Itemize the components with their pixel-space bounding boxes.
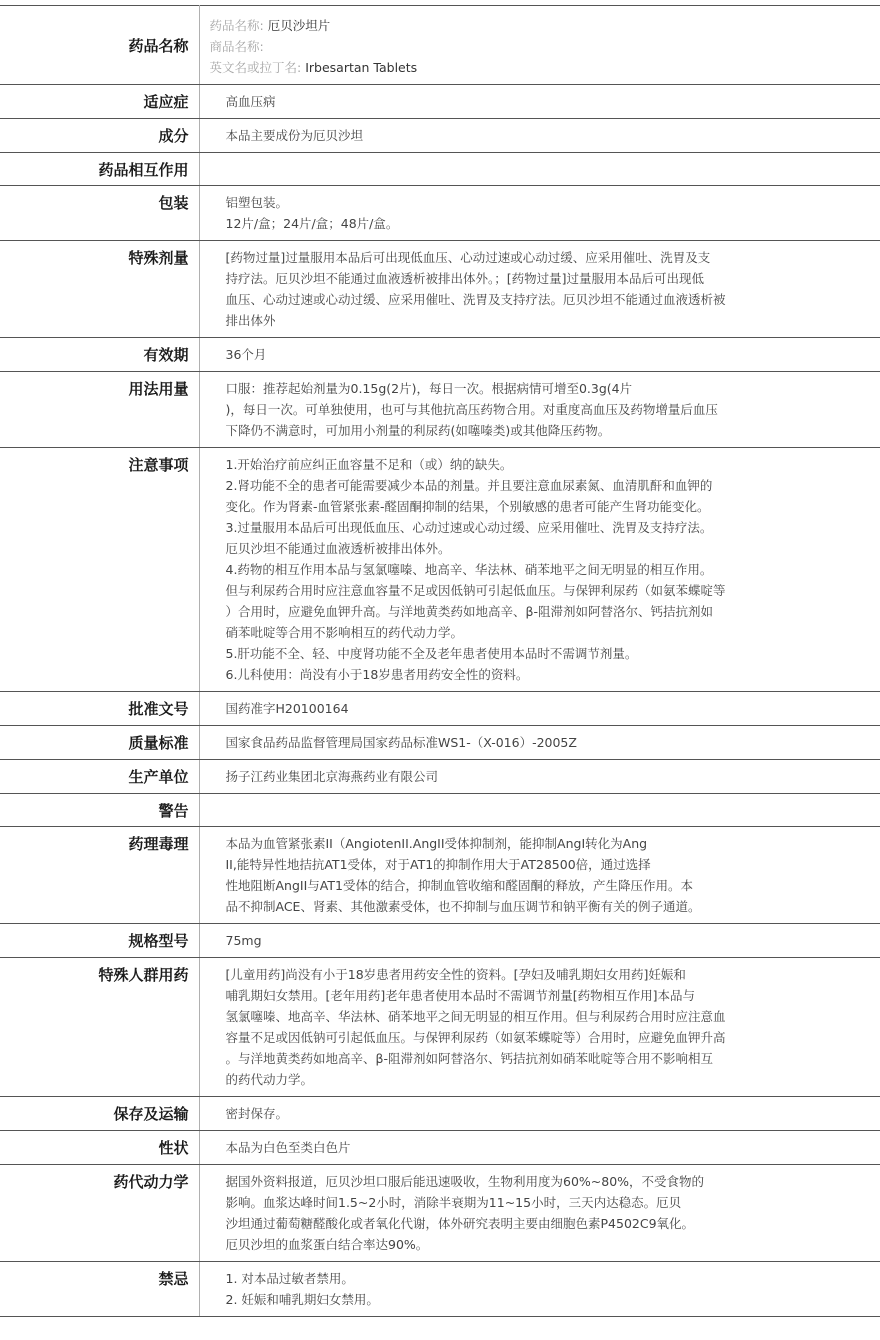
text-line: 氢氯噻嗪、地高辛、华法林、硝苯地平之间无明显的相互作用。但与利尿药合用时应注意血 [225, 1009, 726, 1024]
text-line: 下降仍不满意时，可加用小剂量的利尿药(如噻嗪类)或其他降压药物。 [225, 423, 611, 438]
value-dosage [199, 372, 880, 448]
row-manufacturer [0, 760, 880, 794]
value-quality [199, 726, 880, 760]
value-pharmacokinetics [199, 1165, 880, 1262]
row-storage [0, 1097, 880, 1131]
text-line: 2. 妊娠和哺乳期妇女禁用。 [225, 1292, 379, 1307]
text-line: 排出体外 [225, 313, 276, 328]
label-pharmacokinetics: 药代动力学 [0, 1165, 199, 1262]
label-storage: 保存及运输 [0, 1097, 199, 1131]
label-packaging: 包装 [0, 186, 199, 241]
generic-name-key: 药品名称: [209, 18, 264, 33]
label-pharmacology: 药理毒理 [0, 827, 199, 924]
text-line: 口服：推荐起始剂量为0.15g(2片)，每日一次。根据病情可增至0.3g(4片 [225, 381, 633, 396]
value-shelf-life [199, 338, 880, 372]
value-interactions [199, 153, 880, 186]
row-precautions [0, 448, 880, 692]
text-line: 性地阻断AngII与AT1受体的结合，抑制血管收缩和醛固酮的释放，产生降压作用。本 [225, 878, 693, 893]
value-indication [199, 85, 880, 119]
row-contraindications [0, 1262, 880, 1317]
text-line: 据国外资料报道，厄贝沙坦口服后能迅速吸收，生物利用度为60%~80%，不受食物的 [225, 1174, 705, 1189]
value-overdose [199, 241, 880, 338]
text-line: 2.肾功能不全的患者可能需要减少本品的剂量。并且要注意血尿素氮、血清肌酐和血钾的 [225, 478, 713, 493]
value-pharmacology [199, 827, 880, 924]
value-appearance [199, 1131, 880, 1165]
text-line: 影响。血浆达峰时间1.5~2小时，消除半衰期为11~15小时，三天内达稳态。厄贝 [225, 1195, 682, 1210]
text-line: 4.药物的相互作用本品与氢氯噻嗪、地高辛、华法林、硝苯地平之间无明显的相互作用。 [225, 562, 713, 577]
text-line: 1. 对本品过敏者禁用。 [225, 1271, 354, 1286]
text-line: 容量不足或因低钠可引起低血压。与保钾利尿药（如氨苯蝶啶等）合用时，应避免血钾升高 [225, 1030, 726, 1045]
text-line: 36个月 [225, 347, 267, 362]
generic-name-line [210, 15, 861, 36]
english-name-value: Irbesartan Tablets [305, 60, 418, 75]
text-line: 但与利尿药合用时应注意血容量不足或因低钠可引起低血压。与保钾利尿药（如氨苯蝶啶等 [225, 583, 726, 598]
row-drug-name [0, 6, 880, 85]
text-line: )，每日一次。可单独使用，也可与其他抗高压药物合用。对重度高血压及药物增量后血压 [225, 402, 718, 417]
row-pharmacokinetics [0, 1165, 880, 1262]
value-special-populations [199, 958, 880, 1097]
text-line: 国家食品药品监督管理局国家药品标准WS1-（X-016）-2005Z [225, 735, 577, 750]
text-line: 的药代动力学。 [225, 1072, 314, 1087]
row-warning [0, 794, 880, 827]
row-appearance [0, 1131, 880, 1165]
trade-name-key: 商品名称: [209, 39, 264, 54]
text-line: 持疗法。厄贝沙坦不能通过血液透析被排出体外。；[药物过量]过量服用本品后可出现低 [225, 271, 705, 286]
text-line: 5.肝功能不全、轻、中度肾功能不全及老年患者使用本品时不需调节剂量。 [225, 646, 638, 661]
drug-spec-table [0, 5, 880, 1317]
row-quality [0, 726, 880, 760]
text-line: 3.过量服用本品后可出现低血压、心动过速或心动过缓、应采用催吐、洗胃及支持疗法。 [225, 520, 713, 535]
text-line: 国药准字H20100164 [225, 701, 349, 716]
value-packaging [199, 186, 880, 241]
label-manufacturer: 生产单位 [0, 760, 199, 794]
row-interactions [0, 153, 880, 186]
label-warning: 警告 [0, 794, 199, 827]
text-line: 哺乳期妇女禁用。[老年用药]老年患者使用本品时不需调节剂量[药物相互作用]本品与 [225, 988, 696, 1003]
text-line: 扬子江药业集团北京海燕药业有限公司 [225, 769, 439, 784]
text-line: 12片/盒；24片/盒；48片/盒。 [225, 216, 399, 231]
text-line: 血压、心动过速或心动过缓、应采用催吐、洗胃及支持疗法。厄贝沙坦不能通过血液透析被 [225, 292, 726, 307]
row-dosage [0, 372, 880, 448]
row-indication [0, 85, 880, 119]
text-line: 75mg [225, 933, 262, 948]
row-packaging [0, 186, 880, 241]
value-manufacturer [199, 760, 880, 794]
trade-name-line [210, 36, 861, 57]
label-indication: 适应症 [0, 85, 199, 119]
english-name-line [210, 57, 861, 78]
row-overdose [0, 241, 880, 338]
value-drug-name [199, 6, 880, 85]
text-line: 本品为血管紧张素II（AngiotenII.AngII受体抑制剂，能抑制AngⅠ转化为Ang [225, 836, 648, 851]
row-shelf-life [0, 338, 880, 372]
label-drug-name: 药品名称 [0, 6, 199, 85]
generic-name-value: 厄贝沙坦片 [267, 18, 331, 33]
text-line: 厄贝沙坦不能通过血液透析被排出体外。 [225, 541, 451, 556]
row-ingredients [0, 119, 880, 153]
text-line: 1.开始治疗前应纠正血容量不足和（或）纳的缺失。 [225, 457, 513, 472]
value-ingredients [199, 119, 880, 153]
label-contraindications: 禁忌 [0, 1262, 199, 1317]
value-approval [199, 692, 880, 726]
label-approval: 批准文号 [0, 692, 199, 726]
value-storage [199, 1097, 880, 1131]
label-specification: 规格型号 [0, 924, 199, 958]
row-special-populations [0, 958, 880, 1097]
value-specification [199, 924, 880, 958]
text-line: 6.儿科使用：尚没有小于18岁患者用药安全性的资料。 [225, 667, 529, 682]
value-warning [199, 794, 880, 827]
label-ingredients: 成分 [0, 119, 199, 153]
row-approval [0, 692, 880, 726]
value-precautions [199, 448, 880, 692]
text-line: 变化。作为肾素-血管紧张素-醛固酮抑制的结果，个别敏感的患者可能产生肾功能变化。 [225, 499, 710, 514]
label-precautions: 注意事项 [0, 448, 199, 692]
label-dosage: 用法用量 [0, 372, 199, 448]
label-special-populations: 特殊人群用药 [0, 958, 199, 1097]
text-line: ）合用时，应避免血钾升高。与洋地黄类药如地高辛、β-阻滞剂如阿替洛尔、钙拮抗剂如 [225, 604, 713, 619]
row-specification [0, 924, 880, 958]
text-line: II,能特异性地拮抗AT1受体，对于AT1的抑制作用大于AT28500倍，通过选择 [225, 857, 651, 872]
text-line: 品不抑制ACE、肾素、其他激素受体，也不抑制与血压调节和钠平衡有关的例子通道。 [225, 899, 701, 914]
label-appearance: 性状 [0, 1131, 199, 1165]
label-overdose: 特殊剂量 [0, 241, 199, 338]
text-line: 硝苯吡啶等合用不影响相互的药代动力学。 [225, 625, 464, 640]
label-quality: 质量标准 [0, 726, 199, 760]
text-line: 本品为白色至类白色片 [225, 1140, 351, 1155]
text-line: 沙坦通过葡萄糖醛酸化或者氧化代谢，体外研究表明主要由细胞色素P4502C9氧化。 [225, 1216, 695, 1231]
text-line: 铝塑包装。 [225, 195, 289, 210]
text-line: 本品主要成份为厄贝沙坦 [225, 128, 364, 143]
text-line: 。与洋地黄类药如地高辛、β-阻滞剂如阿替洛尔、钙拮抗剂如硝苯吡啶等合用不影响相互 [225, 1051, 713, 1066]
text-line: 厄贝沙坦的血浆蛋白结合率达90%。 [225, 1237, 429, 1252]
value-contraindications [199, 1262, 880, 1317]
text-line: [药物过量]过量服用本品后可出现低血压、心动过速或心动过缓、应采用催吐、洗胃及支 [225, 250, 711, 265]
text-line: 密封保存。 [225, 1106, 289, 1121]
text-line: [儿童用药]尚没有小于18岁患者用药安全性的资料。[孕妇及哺乳期妇女用药]妊娠和 [225, 967, 686, 982]
label-shelf-life: 有效期 [0, 338, 199, 372]
english-name-key: 英文名或拉丁名: [209, 60, 302, 75]
label-interactions: 药品相互作用 [0, 153, 199, 186]
row-pharmacology [0, 827, 880, 924]
text-line: 高血压病 [225, 94, 276, 109]
